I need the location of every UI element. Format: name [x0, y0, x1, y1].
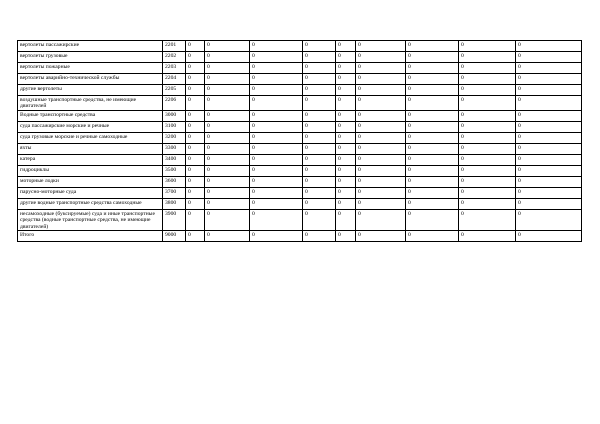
- row-value-cell: 0: [459, 154, 516, 165]
- row-value-cell: 0: [516, 41, 582, 52]
- row-code-cell: 2203: [163, 63, 186, 74]
- row-value-cell: 0: [516, 96, 582, 111]
- row-code-cell: 3600: [163, 176, 186, 187]
- table-row: [18, 198, 582, 209]
- row-name-cell: воздушные транспортные средства, не имеющие двигателей: [18, 96, 163, 111]
- table-row: [18, 143, 582, 154]
- row-value-cell: 0: [186, 198, 205, 209]
- table-row: [18, 121, 582, 132]
- row-value-cell: 0: [186, 231, 205, 242]
- row-value-cell: 0: [459, 41, 516, 52]
- row-value-cell: 0: [356, 209, 406, 230]
- row-value-cell: 0: [205, 110, 250, 121]
- row-value-cell: 0: [459, 110, 516, 121]
- row-code-cell: 3500: [163, 165, 186, 176]
- row-value-cell: 0: [356, 63, 406, 74]
- row-value-cell: 0: [250, 52, 303, 63]
- row-value-cell: 0: [336, 132, 356, 143]
- row-value-cell: 0: [406, 209, 459, 230]
- row-value-cell: 0: [250, 96, 303, 111]
- row-code-cell: 3700: [163, 187, 186, 198]
- row-value-cell: 0: [205, 85, 250, 96]
- row-value-cell: 0: [459, 187, 516, 198]
- row-value-cell: 0: [303, 187, 336, 198]
- row-value-cell: 0: [186, 165, 205, 176]
- row-value-cell: 0: [186, 143, 205, 154]
- row-value-cell: 0: [459, 198, 516, 209]
- row-name-cell: яхты: [18, 143, 163, 154]
- row-value-cell: 0: [516, 209, 582, 230]
- table-row: [18, 63, 582, 74]
- row-value-cell: 0: [336, 96, 356, 111]
- row-value-cell: 0: [186, 121, 205, 132]
- row-value-cell: 0: [303, 121, 336, 132]
- table-row: [18, 132, 582, 143]
- row-value-cell: 0: [406, 52, 459, 63]
- table-row: [18, 96, 582, 111]
- row-value-cell: 0: [303, 231, 336, 242]
- row-value-cell: 0: [406, 176, 459, 187]
- row-value-cell: 0: [459, 121, 516, 132]
- row-value-cell: 0: [406, 85, 459, 96]
- row-value-cell: 0: [356, 110, 406, 121]
- row-name-cell: катера: [18, 154, 163, 165]
- row-value-cell: 0: [336, 52, 356, 63]
- row-value-cell: 0: [250, 231, 303, 242]
- row-value-cell: 0: [186, 176, 205, 187]
- row-value-cell: 0: [356, 231, 406, 242]
- row-code-cell: 3000: [163, 110, 186, 121]
- row-name-cell: вертолеты пожарные: [18, 63, 163, 74]
- row-value-cell: 0: [406, 132, 459, 143]
- row-value-cell: 0: [250, 154, 303, 165]
- row-value-cell: 0: [205, 198, 250, 209]
- row-value-cell: 0: [406, 143, 459, 154]
- row-name-cell: другие вертолеты: [18, 85, 163, 96]
- row-value-cell: 0: [356, 121, 406, 132]
- row-value-cell: 0: [406, 41, 459, 52]
- row-name-cell: другие водные транспортные средства самоходные: [18, 198, 163, 209]
- row-value-cell: 0: [336, 198, 356, 209]
- row-value-cell: 0: [186, 74, 205, 85]
- row-value-cell: 0: [250, 187, 303, 198]
- row-code-cell: 2205: [163, 85, 186, 96]
- row-code-cell: 3200: [163, 132, 186, 143]
- table-row: [18, 154, 582, 165]
- table-row: [18, 52, 582, 63]
- row-value-cell: 0: [303, 165, 336, 176]
- row-value-cell: 0: [459, 165, 516, 176]
- row-name-cell: моторные лодки: [18, 176, 163, 187]
- row-value-cell: 0: [356, 41, 406, 52]
- row-value-cell: 0: [406, 74, 459, 85]
- table-row: [18, 85, 582, 96]
- row-value-cell: 0: [250, 110, 303, 121]
- row-value-cell: 0: [336, 63, 356, 74]
- row-value-cell: 0: [303, 52, 336, 63]
- row-value-cell: 0: [205, 165, 250, 176]
- row-value-cell: 0: [459, 176, 516, 187]
- row-value-cell: 0: [356, 198, 406, 209]
- row-value-cell: 0: [516, 85, 582, 96]
- row-name-cell: гидроциклы: [18, 165, 163, 176]
- row-name-cell: парусно-моторные суда: [18, 187, 163, 198]
- row-value-cell: 0: [406, 110, 459, 121]
- row-value-cell: 0: [356, 74, 406, 85]
- row-value-cell: 0: [406, 154, 459, 165]
- table-row: [18, 187, 582, 198]
- row-value-cell: 0: [516, 165, 582, 176]
- row-value-cell: 0: [406, 198, 459, 209]
- row-value-cell: 0: [205, 143, 250, 154]
- row-value-cell: 0: [303, 154, 336, 165]
- table-row: [18, 41, 582, 52]
- row-value-cell: 0: [303, 74, 336, 85]
- row-value-cell: 0: [336, 143, 356, 154]
- row-value-cell: 0: [250, 121, 303, 132]
- row-value-cell: 0: [250, 74, 303, 85]
- row-code-cell: 2206: [163, 96, 186, 111]
- row-value-cell: 0: [459, 231, 516, 242]
- row-value-cell: 0: [459, 63, 516, 74]
- row-value-cell: 0: [516, 187, 582, 198]
- row-name-cell: несамоходные (буксируемые) суда и иные транспортные средства (водные транспортные средства, не имеющие двигателей): [18, 209, 163, 230]
- row-value-cell: 0: [516, 143, 582, 154]
- row-value-cell: 0: [205, 74, 250, 85]
- row-value-cell: 0: [516, 52, 582, 63]
- row-value-cell: 0: [303, 96, 336, 111]
- row-value-cell: 0: [250, 198, 303, 209]
- table-row: [18, 110, 582, 121]
- row-value-cell: 0: [356, 154, 406, 165]
- row-value-cell: 0: [356, 176, 406, 187]
- row-value-cell: 0: [336, 209, 356, 230]
- row-value-cell: 0: [336, 121, 356, 132]
- row-code-cell: 2202: [163, 52, 186, 63]
- row-value-cell: 0: [516, 63, 582, 74]
- row-value-cell: 0: [205, 231, 250, 242]
- row-value-cell: 0: [336, 176, 356, 187]
- row-code-cell: 9000: [163, 231, 186, 242]
- table-row: [18, 165, 582, 176]
- row-code-cell: 3400: [163, 154, 186, 165]
- row-value-cell: 0: [250, 176, 303, 187]
- row-name-cell: Водные транспортные средства: [18, 110, 163, 121]
- row-value-cell: 0: [250, 132, 303, 143]
- row-value-cell: 0: [336, 154, 356, 165]
- row-value-cell: 0: [186, 154, 205, 165]
- row-value-cell: 0: [186, 132, 205, 143]
- row-value-cell: 0: [406, 96, 459, 111]
- row-value-cell: 0: [356, 85, 406, 96]
- row-value-cell: 0: [356, 96, 406, 111]
- table-row: [18, 176, 582, 187]
- row-value-cell: 0: [186, 187, 205, 198]
- row-value-cell: 0: [205, 96, 250, 111]
- row-value-cell: 0: [459, 209, 516, 230]
- row-value-cell: 0: [205, 154, 250, 165]
- row-value-cell: 0: [205, 52, 250, 63]
- row-value-cell: 0: [336, 231, 356, 242]
- vehicle-statistics-table: [17, 40, 582, 242]
- row-name-cell: вертолеты аварийно-технической службы: [18, 74, 163, 85]
- row-name-cell: суда пассажирские морские и речные: [18, 121, 163, 132]
- row-value-cell: 0: [356, 52, 406, 63]
- row-value-cell: 0: [186, 52, 205, 63]
- row-value-cell: 0: [303, 132, 336, 143]
- row-value-cell: 0: [459, 143, 516, 154]
- row-value-cell: 0: [516, 74, 582, 85]
- row-value-cell: 0: [186, 41, 205, 52]
- row-value-cell: 0: [516, 231, 582, 242]
- row-value-cell: 0: [336, 85, 356, 96]
- row-value-cell: 0: [303, 198, 336, 209]
- row-value-cell: 0: [406, 231, 459, 242]
- row-code-cell: 3800: [163, 198, 186, 209]
- row-value-cell: 0: [250, 143, 303, 154]
- row-value-cell: 0: [205, 176, 250, 187]
- row-value-cell: 0: [336, 41, 356, 52]
- row-value-cell: 0: [336, 74, 356, 85]
- row-value-cell: 0: [303, 110, 336, 121]
- row-value-cell: 0: [356, 165, 406, 176]
- row-value-cell: 0: [205, 41, 250, 52]
- row-value-cell: 0: [459, 96, 516, 111]
- row-value-cell: 0: [205, 132, 250, 143]
- row-value-cell: 0: [186, 96, 205, 111]
- row-code-cell: 2201: [163, 41, 186, 52]
- row-value-cell: 0: [250, 165, 303, 176]
- table-row: [18, 74, 582, 85]
- row-value-cell: 0: [336, 187, 356, 198]
- row-value-cell: 0: [186, 85, 205, 96]
- row-value-cell: 0: [250, 85, 303, 96]
- row-value-cell: 0: [303, 176, 336, 187]
- row-value-cell: 0: [356, 187, 406, 198]
- table-row: [18, 231, 582, 242]
- table-row: [18, 209, 582, 230]
- row-value-cell: 0: [459, 74, 516, 85]
- row-value-cell: 0: [516, 198, 582, 209]
- row-value-cell: 0: [303, 85, 336, 96]
- row-code-cell: 3300: [163, 143, 186, 154]
- row-value-cell: 0: [186, 209, 205, 230]
- row-value-cell: 0: [356, 143, 406, 154]
- row-code-cell: 2204: [163, 74, 186, 85]
- row-value-cell: 0: [303, 63, 336, 74]
- row-value-cell: 0: [303, 41, 336, 52]
- row-name-cell: вертолеты пассажирские: [18, 41, 163, 52]
- row-name-cell: вертолеты грузовые: [18, 52, 163, 63]
- row-value-cell: 0: [205, 63, 250, 74]
- row-value-cell: 0: [205, 121, 250, 132]
- row-value-cell: 0: [406, 165, 459, 176]
- row-value-cell: 0: [205, 209, 250, 230]
- row-value-cell: 0: [250, 209, 303, 230]
- row-name-cell: суда грузовые морские и речные самоходные: [18, 132, 163, 143]
- row-value-cell: 0: [406, 63, 459, 74]
- row-value-cell: 0: [459, 132, 516, 143]
- row-value-cell: 0: [516, 176, 582, 187]
- row-value-cell: 0: [459, 52, 516, 63]
- row-value-cell: 0: [336, 165, 356, 176]
- row-value-cell: 0: [406, 187, 459, 198]
- row-value-cell: 0: [303, 143, 336, 154]
- table-body: [18, 41, 582, 242]
- row-value-cell: 0: [516, 121, 582, 132]
- row-value-cell: 0: [250, 41, 303, 52]
- row-value-cell: 0: [459, 85, 516, 96]
- row-code-cell: 3900: [163, 209, 186, 230]
- row-name-cell: Итого: [18, 231, 163, 242]
- row-value-cell: 0: [186, 110, 205, 121]
- row-value-cell: 0: [205, 187, 250, 198]
- row-value-cell: 0: [250, 63, 303, 74]
- row-value-cell: 0: [406, 121, 459, 132]
- row-value-cell: 0: [336, 110, 356, 121]
- row-value-cell: 0: [516, 132, 582, 143]
- row-code-cell: 3100: [163, 121, 186, 132]
- row-value-cell: 0: [516, 154, 582, 165]
- row-value-cell: 0: [303, 209, 336, 230]
- row-value-cell: 0: [186, 63, 205, 74]
- row-value-cell: 0: [516, 110, 582, 121]
- row-value-cell: 0: [356, 132, 406, 143]
